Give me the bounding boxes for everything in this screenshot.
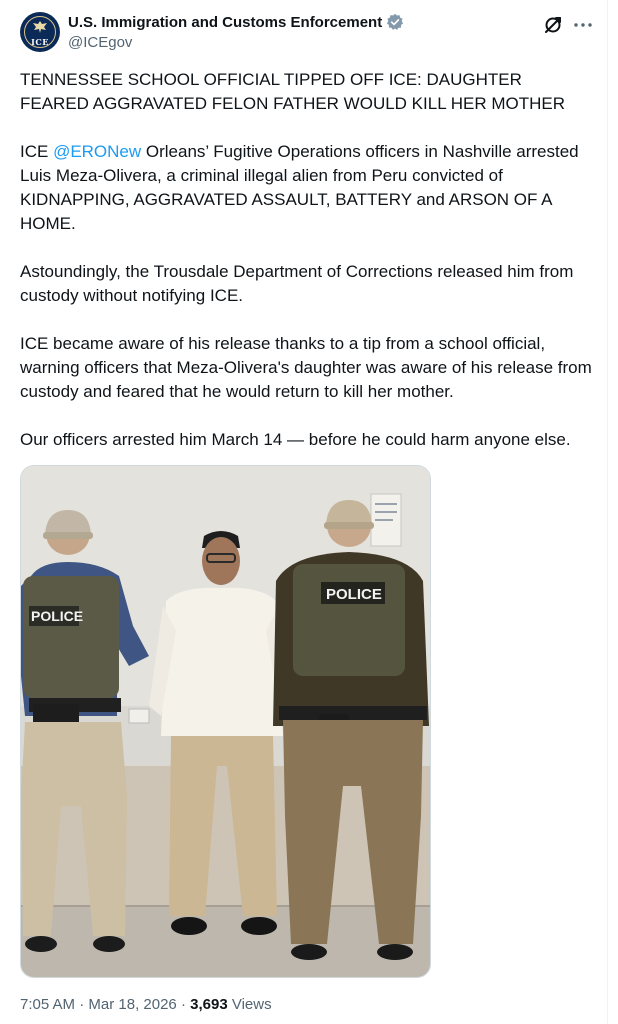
tweet-headline: TENNESSEE SCHOOL OFFICIAL TIPPED OFF ICE: DAUGHTER FEARED AGGRAVATED FELON FATHER WOULD KILL HER MOTHER (20, 70, 566, 113)
account-handle[interactable]: @ICEgov (68, 34, 133, 51)
paragraph-prefix: ICE (20, 142, 54, 161)
name-row (68, 13, 404, 31)
views-count[interactable]: 3,693 (190, 996, 228, 1013)
tweet-text (20, 68, 595, 476)
tweet-time[interactable]: 7:05 AM (20, 996, 76, 1013)
tweet-photo[interactable] (20, 465, 431, 978)
arrest-photo-illustration (21, 466, 431, 978)
tweet-paragraph-arrest (20, 140, 595, 236)
avatar-text: ICE (31, 37, 49, 47)
tweet-paragraph-tip: ICE became aware of his release thanks to a tip from a school official, warning officers that Meza-Olivera's daughter was aware of his release from custody and feared that he would return to kill her mother. (20, 334, 592, 401)
grok-icon[interactable] (542, 14, 564, 36)
tweet-date[interactable]: Mar 18, 2026 (88, 996, 177, 1013)
display-name[interactable]: U.S. Immigration and Customs Enforcement (68, 13, 383, 31)
eagle-icon (32, 20, 48, 34)
mention-link[interactable]: @ERONew (53, 142, 142, 161)
tweet-header (20, 12, 590, 56)
tweet-paragraph-arrest-date: Our officers arrested him March 14 — before he could harm anyone else. (20, 430, 571, 449)
tweet-meta (20, 996, 272, 1013)
verified-badge-icon[interactable] (386, 13, 404, 31)
vest-label-right: POLICE (326, 586, 382, 603)
meta-separator: · (176, 996, 191, 1013)
paragraph-rest: Orleans’ Fugitive Operations officers in Nashville arrested Luis Meza-Olivera, a criminal illegal alien from Peru convicted of KIDNAPPING, AGGRAVATED ASSAULT, BATTERY and ARSON OF A HOME. (20, 142, 579, 233)
more-options-icon[interactable] (572, 14, 594, 36)
vest-label-left: POLICE (31, 608, 84, 624)
meta-separator: · (75, 996, 89, 1013)
tweet-paragraph-release: Astoundingly, the Trousdale Department of Corrections released him from custody without notifying ICE. (20, 262, 574, 305)
views-label: Views (227, 996, 272, 1013)
avatar[interactable] (20, 12, 60, 52)
